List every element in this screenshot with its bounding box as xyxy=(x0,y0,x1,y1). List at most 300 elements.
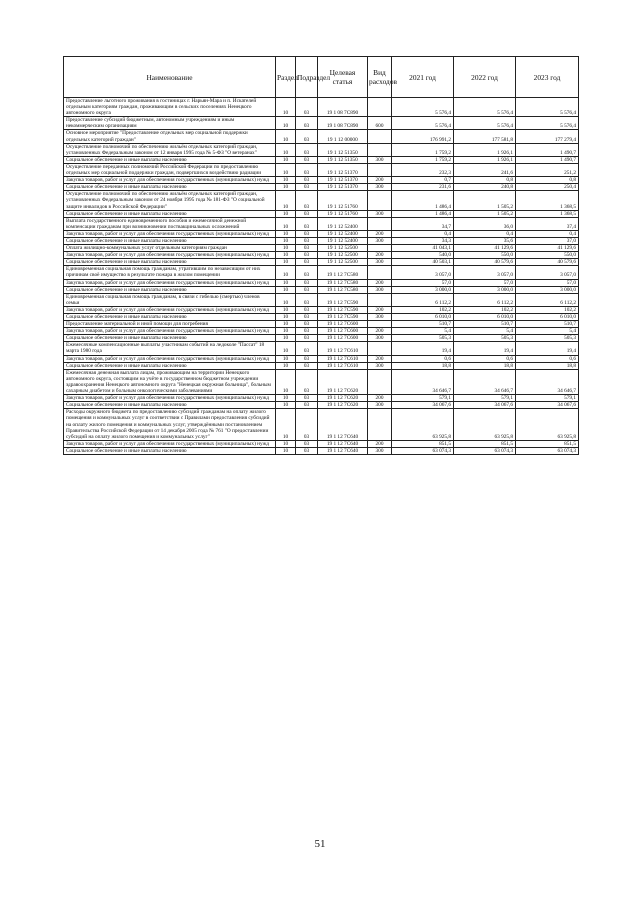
row-vid: 300 xyxy=(368,259,392,266)
row-razdel: 10 xyxy=(276,210,296,217)
table-row xyxy=(64,98,579,117)
row-vid xyxy=(368,293,392,306)
row-name: Закупка товаров, работ и услуг для обеспечения государственных (муниципальных) нужд xyxy=(64,279,276,286)
table-row xyxy=(64,306,579,313)
row-2023: 579,1 xyxy=(516,395,579,402)
row-2021: 232,3 xyxy=(392,163,454,176)
row-razdel: 10 xyxy=(276,328,296,335)
row-name: Расходы окружного бюджета по предоставлению субсидий гражданам на оплату жилого помещения и коммунальных услуг в соответствии с Правилами предоставления субсидий на оплату жилого помещения и коммунальных услуг, утверждёнными постановлением Правительства Российской Федерации от 14 декабря 2005 года № 761 "О предоставлении субсидий на оплату жилого помещения и коммунальных услуг" xyxy=(64,409,276,440)
row-2022: 34 646,7 xyxy=(454,369,516,394)
row-razdel: 10 xyxy=(276,245,296,252)
row-vid xyxy=(368,321,392,328)
row-name: Ежемесячная денежная выплата лицам, проживающим на территории Ненецкого автономного округа, состоящим на учёте в государственном бюджетном учреждении здравоохранения Ненецкого автономного округа "Ненецкая окружная больница", больным сахарным диабетом и больным онкологическими заболеваниями xyxy=(64,369,276,394)
row-2023: 6 010,0 xyxy=(516,314,579,321)
row-vid xyxy=(368,409,392,440)
row-2022: 0,8 xyxy=(454,177,516,184)
row-2023: 251,2 xyxy=(516,163,579,176)
row-razdel: 10 xyxy=(276,191,296,210)
row-name: Закупка товаров, работ и услуг для обеспечения государственных (муниципальных) нужд xyxy=(64,328,276,335)
row-celevaya: 19 1 12 7С640 xyxy=(318,447,368,454)
row-name: Осуществление переданных полномочий Российской Федерации по предоставлению отдельных мер социальной поддержки граждан, подвергшихся воздействию радиации xyxy=(64,163,276,176)
row-2023: 102,2 xyxy=(516,306,579,313)
row-razdel: 10 xyxy=(276,440,296,447)
row-celevaya: 19 1 12 7С590 xyxy=(318,306,368,313)
row-podrazdel: 03 xyxy=(296,306,318,313)
page-number: 51 xyxy=(314,838,326,850)
row-name: Оплата жилищно-коммунальных услуг отдельным категориям граждан xyxy=(64,245,276,252)
row-2021: 0,6 xyxy=(392,355,454,362)
row-podrazdel: 03 xyxy=(296,355,318,362)
row-2023: 6 112,2 xyxy=(516,293,579,306)
row-2021: 18,8 xyxy=(392,362,454,369)
row-2021: 505,3 xyxy=(392,335,454,342)
row-razdel: 10 xyxy=(276,156,296,163)
row-podrazdel: 03 xyxy=(296,447,318,454)
row-2021: 3 000,0 xyxy=(392,286,454,293)
row-podrazdel: 03 xyxy=(296,237,318,244)
row-razdel: 10 xyxy=(276,217,296,230)
row-podrazdel: 03 xyxy=(296,191,318,210)
row-celevaya: 19 1 12 52500 xyxy=(318,259,368,266)
row-podrazdel: 03 xyxy=(296,402,318,409)
row-2021: 1 486,4 xyxy=(392,210,454,217)
table-row xyxy=(64,156,579,163)
table-row xyxy=(64,286,579,293)
row-2023: 5,4 xyxy=(516,328,579,335)
row-2022: 177 581,8 xyxy=(454,130,516,143)
row-vid xyxy=(368,342,392,355)
row-podrazdel: 03 xyxy=(296,252,318,259)
row-podrazdel: 03 xyxy=(296,314,318,321)
row-2021: 5 576,4 xyxy=(392,98,454,117)
row-2021: 1 759,2 xyxy=(392,156,454,163)
row-2023: 37,4 xyxy=(516,217,579,230)
row-vid xyxy=(368,266,392,279)
row-razdel: 10 xyxy=(276,306,296,313)
row-2022: 5,4 xyxy=(454,328,516,335)
table-row xyxy=(64,237,579,244)
table-row xyxy=(64,293,579,306)
row-vid: 600 xyxy=(368,117,392,130)
row-name: Закупка товаров, работ и услуг для обеспечения государственных (муниципальных) нужд xyxy=(64,440,276,447)
row-2023: 851,5 xyxy=(516,440,579,447)
row-2023: 41 129,6 xyxy=(516,245,579,252)
table-row xyxy=(64,335,579,342)
row-2022: 1 926,1 xyxy=(454,156,516,163)
row-2021: 1 759,2 xyxy=(392,143,454,156)
row-celevaya: 19 1 12 7С590 xyxy=(318,293,368,306)
row-2022: 1 926,1 xyxy=(454,143,516,156)
row-razdel: 10 xyxy=(276,184,296,191)
row-vid: 300 xyxy=(368,447,392,454)
row-2023: 1 368,5 xyxy=(516,210,579,217)
row-vid: 300 xyxy=(368,156,392,163)
row-name: Социальное обеспечение и иные выплаты населению xyxy=(64,210,276,217)
header-2023: 2023 год xyxy=(516,57,579,98)
row-name: Единовременная социальная помощь гражданам, утратившим по независящим от них причинам своё имущество в результате пожара в жилом помещении xyxy=(64,266,276,279)
row-vid: 200 xyxy=(368,177,392,184)
row-vid: 200 xyxy=(368,395,392,402)
table-row xyxy=(64,362,579,369)
row-vid: 300 xyxy=(368,286,392,293)
row-2021: 34 067,6 xyxy=(392,402,454,409)
row-razdel: 10 xyxy=(276,293,296,306)
row-podrazdel: 03 xyxy=(296,177,318,184)
row-name: Закупка товаров, работ и услуг для обеспечения государственных (муниципальных) нужд xyxy=(64,252,276,259)
row-2023: 5 576,4 xyxy=(516,98,579,117)
row-name: Единовременная социальная помощь гражданам, в связи с гибелью (смертью) членов семьи xyxy=(64,293,276,306)
row-2021: 19,4 xyxy=(392,342,454,355)
row-celevaya: 19 1 12 7С580 xyxy=(318,266,368,279)
table-row xyxy=(64,369,579,394)
row-celevaya: 19 1 12 51760 xyxy=(318,210,368,217)
row-2023: 1 368,5 xyxy=(516,191,579,210)
row-2022: 510,7 xyxy=(454,321,516,328)
row-vid xyxy=(368,191,392,210)
row-name: Социальное обеспечение и иные выплаты населению xyxy=(64,335,276,342)
table-row xyxy=(64,217,579,230)
row-celevaya: 19 1 12 7С620 xyxy=(318,395,368,402)
row-vid xyxy=(368,245,392,252)
row-celevaya: 19 1 08 7С890 xyxy=(318,98,368,117)
row-podrazdel: 03 xyxy=(296,321,318,328)
row-2022: 57,0 xyxy=(454,279,516,286)
row-razdel: 10 xyxy=(276,395,296,402)
row-celevaya: 19 1 12 7С640 xyxy=(318,409,368,440)
row-celevaya: 19 1 12 51350 xyxy=(318,156,368,163)
row-podrazdel: 03 xyxy=(296,130,318,143)
row-2023: 1 490,7 xyxy=(516,143,579,156)
row-razdel: 10 xyxy=(276,409,296,440)
row-vid: 300 xyxy=(368,362,392,369)
row-name: Социальное обеспечение и иные выплаты населению xyxy=(64,447,276,454)
row-2023: 18,8 xyxy=(516,362,579,369)
row-2022: 505,3 xyxy=(454,335,516,342)
row-podrazdel: 03 xyxy=(296,184,318,191)
table-row xyxy=(64,252,579,259)
row-2023: 37,0 xyxy=(516,237,579,244)
row-vid: 200 xyxy=(368,355,392,362)
row-2023: 57,0 xyxy=(516,279,579,286)
row-2022: 18,8 xyxy=(454,362,516,369)
row-vid: 200 xyxy=(368,328,392,335)
table-row xyxy=(64,447,579,454)
row-vid: 200 xyxy=(368,230,392,237)
table-row xyxy=(64,321,579,328)
row-name: Социальное обеспечение и иные выплаты населению xyxy=(64,156,276,163)
row-podrazdel: 03 xyxy=(296,143,318,156)
table-row xyxy=(64,210,579,217)
table-header-row xyxy=(64,57,579,98)
row-vid: 200 xyxy=(368,252,392,259)
row-vid xyxy=(368,98,392,117)
row-2022: 3 000,0 xyxy=(454,286,516,293)
table-row xyxy=(64,440,579,447)
row-name: Осуществление полномочий по обеспечению жильём отдельных категорий граждан, установленных Федеральным законом от 24 ноября 1995 года № 181-ФЗ "О социальной защите инвалидов в Российской Федерации" xyxy=(64,191,276,210)
row-2021: 5,4 xyxy=(392,328,454,335)
row-podrazdel: 03 xyxy=(296,328,318,335)
row-2021: 41 043,1 xyxy=(392,245,454,252)
row-2022: 0,6 xyxy=(454,355,516,362)
row-2022: 1 505,2 xyxy=(454,210,516,217)
row-podrazdel: 03 xyxy=(296,409,318,440)
row-2022: 63 074,3 xyxy=(454,447,516,454)
row-podrazdel: 03 xyxy=(296,369,318,394)
row-celevaya: 19 1 12 52400 xyxy=(318,217,368,230)
row-razdel: 10 xyxy=(276,335,296,342)
row-celevaya: 19 1 12 7С600 xyxy=(318,321,368,328)
row-razdel: 10 xyxy=(276,230,296,237)
row-razdel: 10 xyxy=(276,355,296,362)
row-razdel: 10 xyxy=(276,117,296,130)
row-2023: 3 057,0 xyxy=(516,266,579,279)
row-podrazdel: 03 xyxy=(296,279,318,286)
table-row xyxy=(64,259,579,266)
row-name: Социальное обеспечение и иные выплаты населению xyxy=(64,402,276,409)
row-2022: 0,4 xyxy=(454,230,516,237)
table-body xyxy=(64,98,579,455)
row-2022: 5 576,4 xyxy=(454,98,516,117)
row-razdel: 10 xyxy=(276,98,296,117)
row-celevaya: 19 1 12 51760 xyxy=(318,191,368,210)
table-row xyxy=(64,342,579,355)
row-razdel: 10 xyxy=(276,342,296,355)
row-2021: 1 486,4 xyxy=(392,191,454,210)
row-2023: 63 925,8 xyxy=(516,409,579,440)
row-2023: 34 067,6 xyxy=(516,402,579,409)
row-podrazdel: 03 xyxy=(296,342,318,355)
row-celevaya: 19 1 12 52500 xyxy=(318,252,368,259)
row-name: Закупка товаров, работ и услуг для обеспечения государственных (муниципальных) нужд xyxy=(64,306,276,313)
row-2022: 851,5 xyxy=(454,440,516,447)
header-name: Наименование xyxy=(64,57,276,98)
row-name: Основное мероприятие "Предоставление отдельных мер социальной поддержки отдельных категорий граждан" xyxy=(64,130,276,143)
row-razdel: 10 xyxy=(276,177,296,184)
row-celevaya: 19 1 12 52400 xyxy=(318,230,368,237)
row-2023: 0,4 xyxy=(516,230,579,237)
row-name: Социальное обеспечение и иные выплаты населению xyxy=(64,314,276,321)
row-2021: 6 112,2 xyxy=(392,293,454,306)
table-row xyxy=(64,402,579,409)
row-name: Социальное обеспечение и иные выплаты населению xyxy=(64,259,276,266)
row-podrazdel: 03 xyxy=(296,210,318,217)
row-2023: 34 646,7 xyxy=(516,369,579,394)
row-2022: 36,0 xyxy=(454,217,516,230)
row-2023: 1 490,7 xyxy=(516,156,579,163)
row-2022: 63 925,8 xyxy=(454,409,516,440)
row-2023: 63 074,3 xyxy=(516,447,579,454)
row-celevaya: 19 1 08 7С890 xyxy=(318,117,368,130)
row-vid: 300 xyxy=(368,210,392,217)
row-name: Выплата государственного единовременного пособия и ежемесячной денежной компенсации гражданам при возникновении поствакцинальных осложнений xyxy=(64,217,276,230)
row-2023: 177 279,4 xyxy=(516,130,579,143)
row-2021: 63 074,3 xyxy=(392,447,454,454)
row-2021: 57,0 xyxy=(392,279,454,286)
row-2021: 231,6 xyxy=(392,184,454,191)
row-celevaya: 19 1 12 52400 xyxy=(318,237,368,244)
row-razdel: 10 xyxy=(276,130,296,143)
row-celevaya: 19 1 12 7С610 xyxy=(318,342,368,355)
row-celevaya: 19 1 12 51370 xyxy=(318,177,368,184)
row-2021: 34,7 xyxy=(392,217,454,230)
row-vid xyxy=(368,163,392,176)
table-row xyxy=(64,117,579,130)
row-razdel: 10 xyxy=(276,314,296,321)
row-2022: 240,8 xyxy=(454,184,516,191)
row-name: Предоставление субсидий бюджетным, автономным учреждениям и иным некоммерческим организациям xyxy=(64,117,276,130)
row-vid: 300 xyxy=(368,402,392,409)
row-2023: 3 000,0 xyxy=(516,286,579,293)
row-vid: 300 xyxy=(368,314,392,321)
table-row xyxy=(64,130,579,143)
row-podrazdel: 03 xyxy=(296,266,318,279)
row-2021: 540,0 xyxy=(392,252,454,259)
row-name: Закупка товаров, работ и услуг для обеспечения государственных (муниципальных) нужд xyxy=(64,395,276,402)
header-vid: Вид расходов xyxy=(368,57,392,98)
row-2022: 579,1 xyxy=(454,395,516,402)
row-celevaya: 19 1 12 7С590 xyxy=(318,314,368,321)
row-razdel: 10 xyxy=(276,362,296,369)
table-row xyxy=(64,395,579,402)
table-row xyxy=(64,314,579,321)
row-celevaya: 19 1 12 7С610 xyxy=(318,362,368,369)
row-2022: 34 067,6 xyxy=(454,402,516,409)
row-2021: 851,5 xyxy=(392,440,454,447)
row-vid xyxy=(368,369,392,394)
row-vid: 300 xyxy=(368,335,392,342)
header-2021: 2021 год xyxy=(392,57,454,98)
row-razdel: 10 xyxy=(276,237,296,244)
row-name: Предоставление материальной и иной помощи для погребения xyxy=(64,321,276,328)
row-razdel: 10 xyxy=(276,286,296,293)
row-2021: 579,1 xyxy=(392,395,454,402)
row-2023: 0,6 xyxy=(516,355,579,362)
row-vid: 200 xyxy=(368,306,392,313)
row-razdel: 10 xyxy=(276,266,296,279)
row-2021: 510,7 xyxy=(392,321,454,328)
table-row xyxy=(64,266,579,279)
table-row xyxy=(64,355,579,362)
row-podrazdel: 03 xyxy=(296,259,318,266)
row-podrazdel: 03 xyxy=(296,163,318,176)
row-2022: 102,2 xyxy=(454,306,516,313)
header-razdel: Раздел xyxy=(276,57,296,98)
row-podrazdel: 03 xyxy=(296,286,318,293)
row-2023: 505,3 xyxy=(516,335,579,342)
row-podrazdel: 03 xyxy=(296,440,318,447)
row-2023: 510,7 xyxy=(516,321,579,328)
row-razdel: 10 xyxy=(276,259,296,266)
row-2023: 0,8 xyxy=(516,177,579,184)
row-podrazdel: 03 xyxy=(296,362,318,369)
row-2022: 6 112,2 xyxy=(454,293,516,306)
row-2021: 34,3 xyxy=(392,237,454,244)
row-2021: 102,2 xyxy=(392,306,454,313)
row-celevaya: 19 1 12 7С620 xyxy=(318,369,368,394)
row-2023: 5 576,4 xyxy=(516,117,579,130)
row-name: Социальное обеспечение и иные выплаты населению xyxy=(64,184,276,191)
table-row xyxy=(64,328,579,335)
table-row xyxy=(64,163,579,176)
row-podrazdel: 03 xyxy=(296,98,318,117)
row-2021: 0,4 xyxy=(392,230,454,237)
table-row xyxy=(64,191,579,210)
table-row xyxy=(64,177,579,184)
table-row xyxy=(64,245,579,252)
row-2022: 19,4 xyxy=(454,342,516,355)
row-2023: 550,0 xyxy=(516,252,579,259)
row-name: Осуществление полномочий по обеспечению жильём отдельных категорий граждан, установленных Федеральным законом от 12 января 1995 года № 5-ФЗ "О ветеранах" xyxy=(64,143,276,156)
row-2021: 176 991,2 xyxy=(392,130,454,143)
header-celevaya: Целевая статья xyxy=(318,57,368,98)
row-2021: 6 010,0 xyxy=(392,314,454,321)
row-razdel: 10 xyxy=(276,369,296,394)
row-podrazdel: 03 xyxy=(296,293,318,306)
row-vid: 300 xyxy=(368,237,392,244)
row-podrazdel: 03 xyxy=(296,230,318,237)
row-2022: 35,6 xyxy=(454,237,516,244)
row-razdel: 10 xyxy=(276,447,296,454)
row-vid: 200 xyxy=(368,440,392,447)
table-row xyxy=(64,409,579,440)
row-vid xyxy=(368,130,392,143)
row-razdel: 10 xyxy=(276,252,296,259)
row-2022: 41 129,6 xyxy=(454,245,516,252)
row-celevaya: 19 1 12 51370 xyxy=(318,163,368,176)
row-razdel: 10 xyxy=(276,163,296,176)
row-2022: 40 579,6 xyxy=(454,259,516,266)
row-2021: 5 576,4 xyxy=(392,117,454,130)
row-celevaya: 19 1 12 51370 xyxy=(318,184,368,191)
row-name: Закупка товаров, работ и услуг для обеспечения государственных (муниципальных) нужд xyxy=(64,355,276,362)
row-celevaya: 19 1 12 7С640 xyxy=(318,440,368,447)
header-podrazdel: Подраздел xyxy=(296,57,318,98)
row-celevaya: 19 1 12 51350 xyxy=(318,143,368,156)
row-2021: 0,7 xyxy=(392,177,454,184)
row-name: Ежемесячные компенсационные выплаты участникам событий на ледоколе "Пассат" 18 марта 1980 года xyxy=(64,342,276,355)
row-razdel: 10 xyxy=(276,321,296,328)
row-celevaya: 19 1 12 00000 xyxy=(318,130,368,143)
row-podrazdel: 03 xyxy=(296,217,318,230)
row-2021: 40 503,1 xyxy=(392,259,454,266)
row-name: Закупка товаров, работ и услуг для обеспечения государственных (муниципальных) нужд xyxy=(64,230,276,237)
row-2023: 250,4 xyxy=(516,184,579,191)
row-razdel: 10 xyxy=(276,279,296,286)
row-vid xyxy=(368,217,392,230)
row-2021: 34 646,7 xyxy=(392,369,454,394)
row-2022: 5 576,4 xyxy=(454,117,516,130)
row-celevaya: 19 1 12 7С600 xyxy=(318,328,368,335)
row-vid: 200 xyxy=(368,279,392,286)
table-row xyxy=(64,143,579,156)
row-celevaya: 19 1 12 7С580 xyxy=(318,279,368,286)
row-name: Социальное обеспечение и иные выплаты населению xyxy=(64,237,276,244)
row-podrazdel: 03 xyxy=(296,117,318,130)
row-podrazdel: 03 xyxy=(296,156,318,163)
row-name: Закупка товаров, работ и услуг для обеспечения государственных (муниципальных) нужд xyxy=(64,177,276,184)
header-2022: 2022 год xyxy=(454,57,516,98)
row-name: Социальное обеспечение и иные выплаты населению xyxy=(64,286,276,293)
budget-table xyxy=(63,56,579,455)
row-celevaya: 19 1 12 7С580 xyxy=(318,286,368,293)
row-2023: 40 579,6 xyxy=(516,259,579,266)
row-celevaya: 19 1 12 7С610 xyxy=(318,355,368,362)
row-celevaya: 19 1 12 7С620 xyxy=(318,402,368,409)
table-row xyxy=(64,184,579,191)
row-2021: 3 057,0 xyxy=(392,266,454,279)
table-row xyxy=(64,230,579,237)
row-razdel: 10 xyxy=(276,402,296,409)
